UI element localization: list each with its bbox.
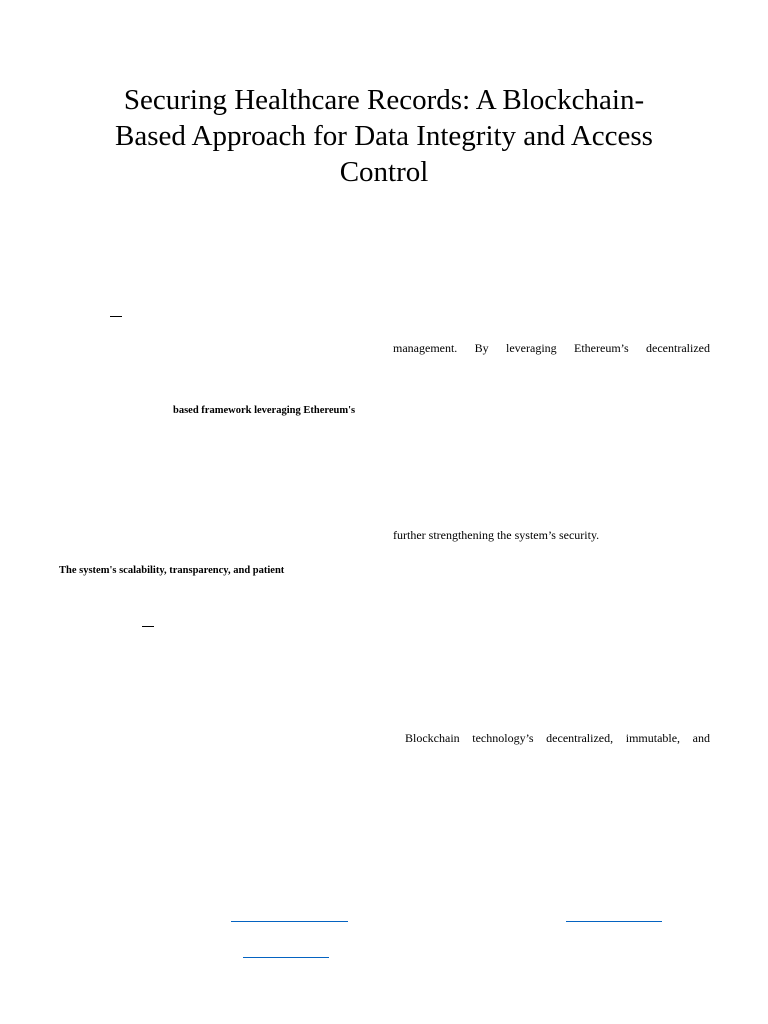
title-line-3: Control: [339, 156, 429, 188]
dash-mark-2: [142, 626, 154, 627]
paper-title: [60, 82, 708, 190]
dash-mark-1: [110, 316, 122, 317]
word: By: [474, 341, 489, 355]
title-line-2: Based Approach for Data Integrity and Access: [115, 120, 653, 152]
word: immutable,: [625, 731, 681, 745]
abstract-bold-line-1: based framework leveraging Ethereum's: [173, 405, 356, 416]
word: management.: [393, 341, 458, 355]
title-line-1: Securing Healthcare Records: A Blockchain-: [123, 84, 645, 116]
hyperlink-underline-2[interactable]: [566, 921, 662, 922]
right-text-line-1: [393, 341, 710, 355]
word: Ethereum’s: [574, 341, 629, 355]
word: leveraging: [506, 341, 557, 355]
word: and: [692, 731, 710, 745]
right-text-line-3: [405, 731, 710, 745]
word: decentralized: [646, 341, 710, 355]
hyperlink-underline-3[interactable]: [243, 957, 329, 958]
word: Blockchain: [405, 731, 460, 745]
word: technology’s: [472, 731, 534, 745]
hyperlink-underline-1[interactable]: [231, 921, 348, 922]
right-text-line-2: further strengthening the system’s security.: [393, 528, 600, 542]
word: decentralized,: [546, 731, 614, 745]
keywords-bold-line: The system's scalability, transparency, and patient: [59, 565, 285, 576]
